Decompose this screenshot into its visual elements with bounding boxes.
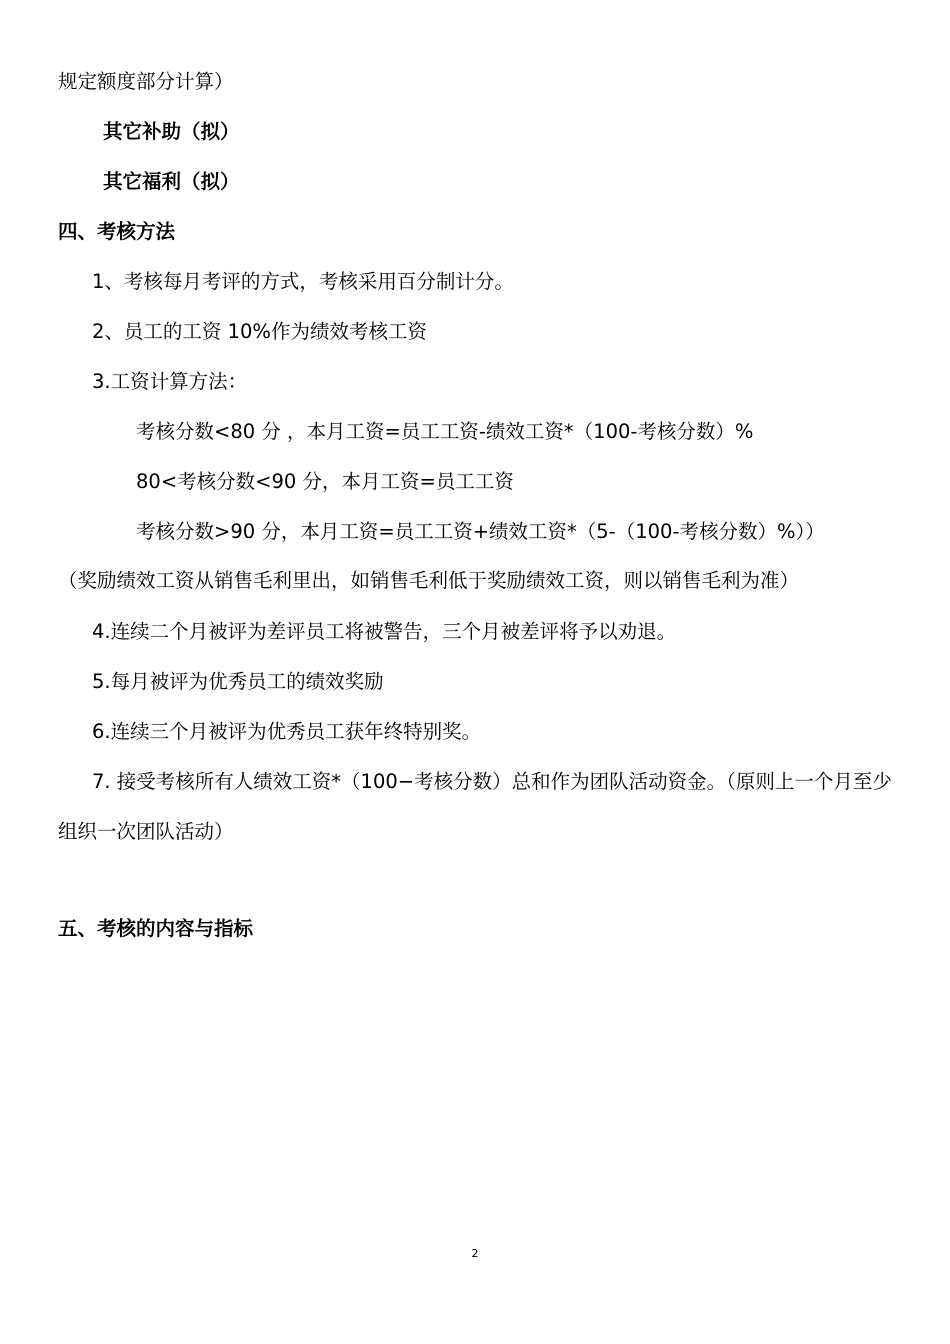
item-other-welfare: 其它福利（拟） bbox=[103, 170, 240, 193]
rule-6: 6.连续三个月被评为优秀员工获年终特别奖。 bbox=[92, 720, 482, 743]
rule-1: 1、考核每月考评的方式，考核采用百分制计分。 bbox=[92, 270, 514, 293]
item-other-allowance: 其它补助（拟） bbox=[103, 120, 240, 143]
rule-7: 7. 接受考核所有人绩效工资*（100−考核分数）总和作为团队活动资金。（原则上一个月至少组织一次团队活动） bbox=[58, 770, 892, 843]
rule-4: 4.连续二个月被评为差评员工将被警告，三个月被差评将予以劝退。 bbox=[92, 620, 677, 643]
page-number: 2 bbox=[471, 1247, 479, 1260]
text-line-continuation: 规定额度部分计算） bbox=[58, 70, 234, 93]
section-heading-assessment-method: 四、考核方法 bbox=[58, 220, 176, 243]
rule-5: 5.每月被评为优秀员工的绩效奖励 bbox=[92, 670, 384, 693]
section-heading-content-indicators: 五、考核的内容与指标 bbox=[58, 917, 254, 940]
formula-80-to-90: 80<考核分数<90 分，本月工资=员工工资 bbox=[136, 470, 514, 493]
rule-3: 3.工资计算方法： bbox=[92, 370, 248, 393]
formula-below-80: 考核分数<80 分 ，本月工资=员工工资-绩效工资*（100-考核分数）% bbox=[136, 420, 754, 443]
formula-above-90: 考核分数>90 分，本月工资=员工工资+绩效工资*（5-（100-考核分数）%）） bbox=[136, 520, 825, 543]
bonus-note: （奖励绩效工资从销售毛利里出，如销售毛利低于奖励绩效工资，则以销售毛利为准） bbox=[58, 569, 800, 592]
rule-2: 2、员工的工资 10%作为绩效考核工资 bbox=[92, 320, 427, 343]
